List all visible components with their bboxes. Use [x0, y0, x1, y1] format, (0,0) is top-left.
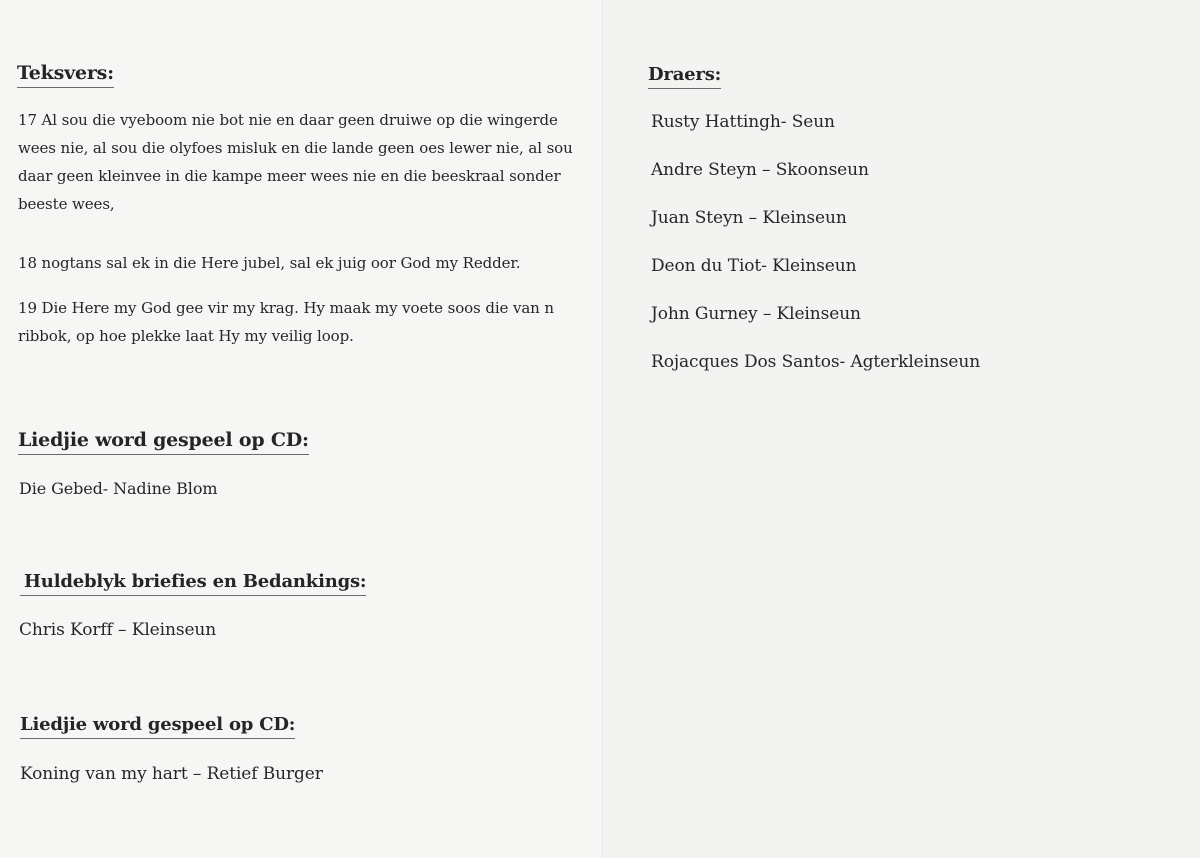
verse-19: 19 Die Here my God gee vir my krag. Hy maak my voete soos die van n ribbok, op hoe plekke laat Hy my veilig loop.	[18, 299, 554, 345]
right-page	[603, 0, 1200, 858]
song-1-heading: Liedjie word gespeel op CD:	[18, 429, 309, 455]
teksvers-heading: Teksvers:	[17, 62, 114, 88]
tributes-speaker: Chris Korff – Kleinseun	[19, 620, 217, 640]
verse-18: 18 nogtans sal ek in die Here jubel, sal ek juig oor God my Redder.	[18, 254, 521, 272]
bearer-item: Deon du Tiot- Kleinseun	[651, 256, 857, 276]
bearer-item: Andre Steyn – Skoonseun	[651, 160, 869, 180]
song-2-title: Koning van my hart – Retief Burger	[20, 764, 323, 784]
draers-heading: Draers:	[648, 64, 721, 89]
tributes-heading: Huldeblyk briefies en Bedankings:	[20, 571, 366, 596]
bearer-item: Rojacques Dos Santos- Agterkleinseun	[651, 352, 981, 372]
verse-17: 17 Al sou die vyeboom nie bot nie en daar geen druiwe op die wingerde wees nie, al sou die olyfoes misluk en die lande geen oes lewer nie, al sou daar geen kleinvee in die kampe meer wees nie en die beeskraal sonder beeste wees,	[18, 111, 573, 213]
song-1-title: Die Gebed- Nadine Blom	[19, 479, 218, 498]
bearer-item: Rusty Hattingh- Seun	[651, 112, 835, 132]
bearer-item: John Gurney – Kleinseun	[651, 304, 861, 324]
bearer-item: Juan Steyn – Kleinseun	[651, 208, 847, 228]
song-2-heading: Liedjie word gespeel op CD:	[20, 714, 295, 739]
